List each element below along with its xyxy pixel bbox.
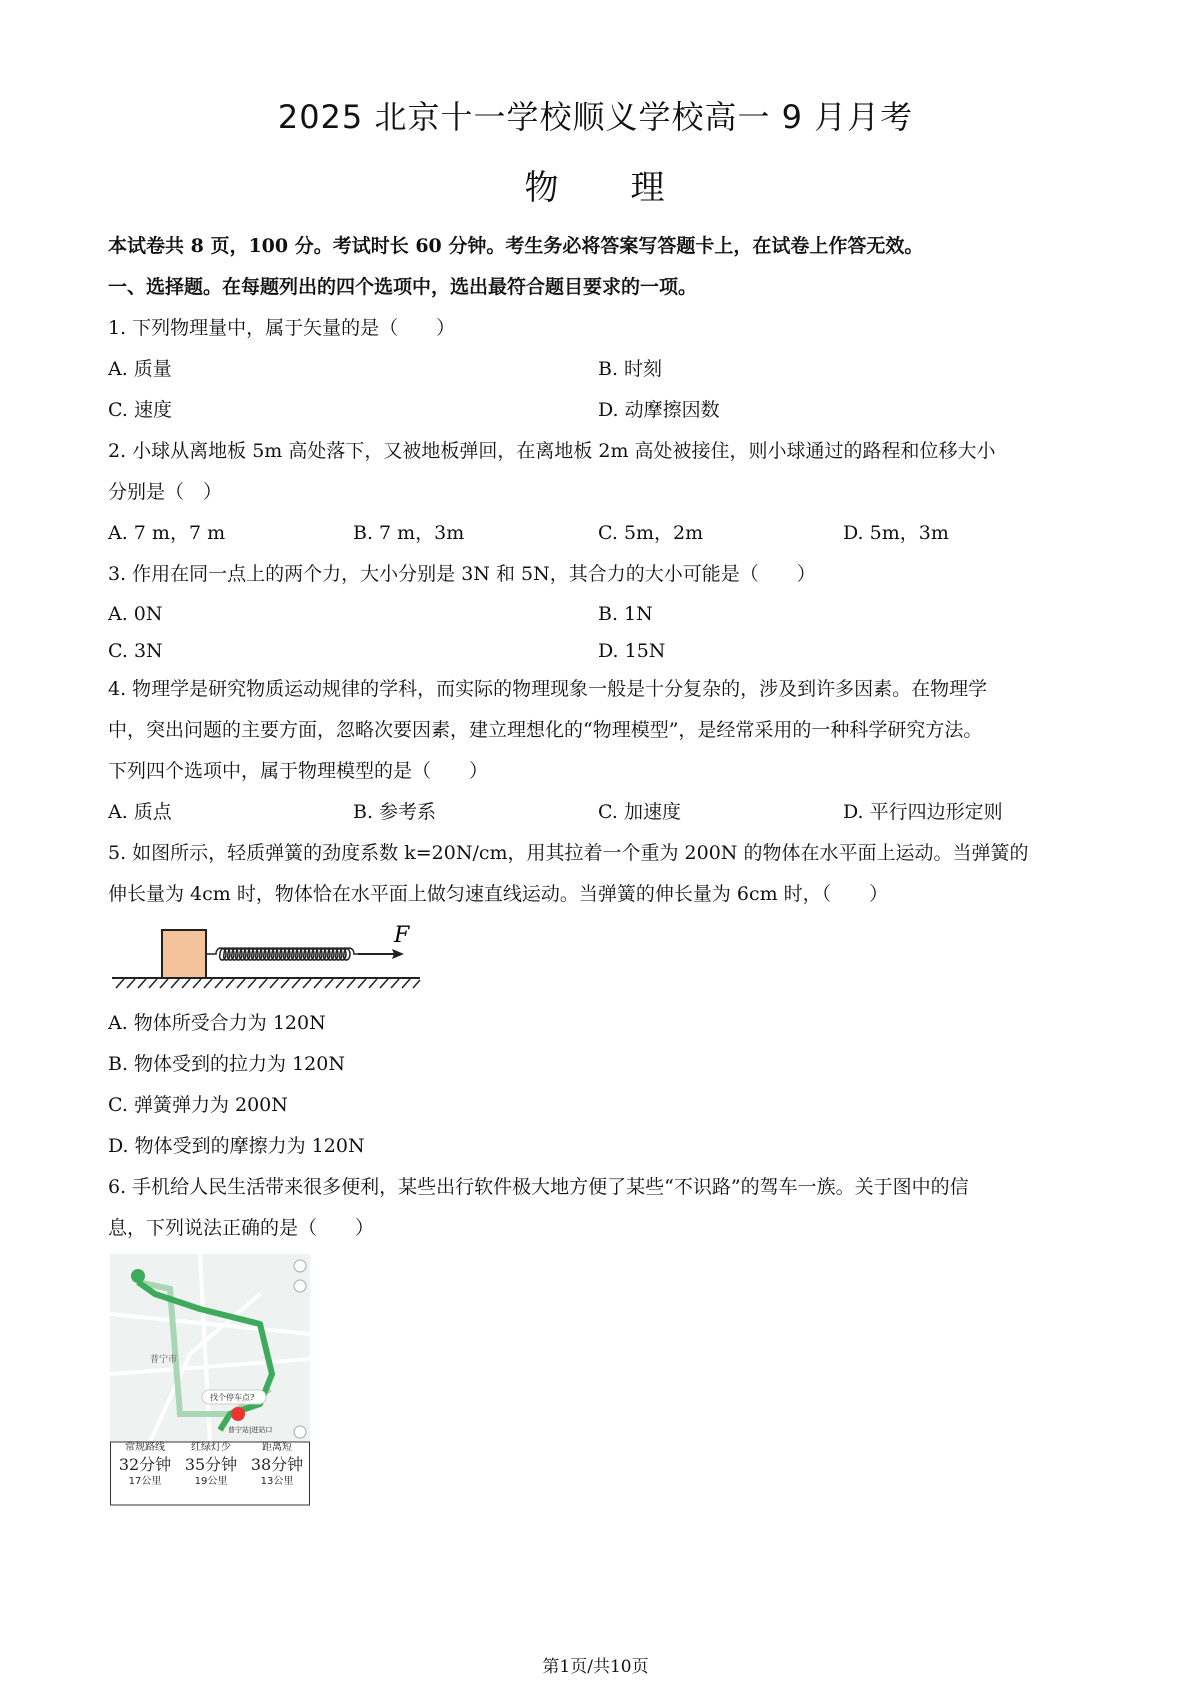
question-5-stem-line1: 5. 如图所示，轻质弹簧的劲度系数 k=20N/cm，用其拉着一个重为 200N 的物体在水平面上运动。当弹簧的 (108, 842, 1029, 864)
spring (206, 948, 358, 960)
section-heading: 一、选择题。在每题列出的四个选项中，选出最符合题目要求的一项。 (108, 276, 698, 298)
map-control-icon[interactable] (294, 1260, 306, 1272)
q3-option-a: A. 0N (108, 603, 163, 625)
destination-marker (231, 1407, 245, 1421)
q1-option-a: A. 质量 (108, 358, 172, 380)
q4-option-a: A. 质点 (108, 801, 172, 823)
route-3-time: 38分钟 (250, 1455, 304, 1474)
q1-option-c: C. 速度 (108, 399, 172, 421)
search-icon[interactable] (294, 1280, 306, 1292)
route-2-time: 35分钟 (184, 1455, 238, 1474)
route-3-distance: 13公里 (260, 1476, 294, 1487)
question-4-stem-line2: 中，突出问题的主要方面，忽略次要因素，建立理想化的“物理模型”，是经常采用的一种科学研究方法。 (108, 719, 983, 741)
q5-option-d: D. 物体受到的摩擦力为 120N (108, 1135, 365, 1157)
route-option-2[interactable] (178, 1442, 244, 1488)
question-2-stem-line1: 2. 小球从离地板 5m 高处落下，又被地板弹回，在离地板 2m 高处被接住，则小球通过的路程和位移大小 (108, 440, 996, 462)
q4-option-b: B. 参考系 (353, 801, 437, 823)
question-3-stem: 3. 作用在同一点上的两个力，大小分别是 3N 和 5N，其合力的大小可能是（ ） (108, 563, 816, 585)
q5-option-b: B. 物体受到的拉力为 120N (108, 1053, 345, 1075)
city-label: 普宁市 (150, 1355, 178, 1365)
q3-option-d: D. 15N (598, 640, 666, 662)
route-option-1[interactable] (112, 1442, 178, 1488)
question-4-stem-line1: 4. 物理学是研究物质运动规律的学科，而实际的物理现象一般是十分复杂的，涉及到许多因素。在物理学 (108, 678, 988, 700)
block (162, 930, 206, 978)
question-4-stem-line3: 下列四个选项中，属于物理模型的是（ ） (108, 760, 489, 782)
q2-option-b: B. 7 m，3m (353, 522, 465, 544)
destination-label: 普宁站|进站口 (228, 1426, 273, 1434)
question-1-stem: 1. 下列物理量中，属于矢量的是（ ） (108, 317, 456, 339)
route-2-distance: 19公里 (194, 1476, 228, 1487)
route-3-name: 距离短 (262, 1442, 292, 1453)
ground-hatching (116, 979, 420, 988)
q2-option-a: A. 7 m，7 m (108, 522, 226, 544)
q5-option-a: A. 物体所受合力为 120N (108, 1012, 326, 1034)
page-footer: 第1页/共10页 (542, 1657, 649, 1677)
subject-char-1: 物 (524, 168, 561, 208)
route-2-name: 红绿灯少 (191, 1442, 231, 1453)
start-marker (131, 1269, 145, 1283)
route-1-time: 32分钟 (118, 1455, 172, 1474)
q1-option-b: B. 时刻 (598, 358, 663, 380)
locate-icon[interactable] (294, 1426, 306, 1438)
question-5-stem-line2: 伸长量为 4cm 时，物体恰在水平面上做匀速直线运动。当弹簧的伸长量为 6cm 时，（ ） (108, 883, 889, 905)
q2-option-d: D. 5m，3m (843, 522, 949, 544)
spring-block-figure (108, 918, 428, 998)
exam-title: 2025 北京十一学校顺义学校高一 9 月月考 (277, 98, 914, 136)
force-label: F (394, 923, 410, 948)
q3-option-c: C. 3N (108, 640, 163, 662)
question-2-stem-line2: 分别是（ ） (108, 481, 223, 503)
route-1-distance: 17公里 (128, 1476, 162, 1487)
question-6-stem-line1: 6. 手机给人民生活带来很多便利，某些出行软件极大地方便了某些“不识路”的驾车一族。关于图中的信 (108, 1176, 969, 1198)
route-option-3[interactable] (244, 1442, 310, 1488)
q5-option-c: C. 弹簧弹力为 200N (108, 1094, 288, 1116)
instructions: 本试卷共 8 页，100 分。考试时长 60 分钟。考生务必将答案写答题卡上，在试卷上作答无效。 (108, 235, 924, 257)
question-6-stem-line2: 息，下列说法正确的是（ ） (108, 1217, 375, 1239)
q3-option-b: B. 1N (598, 603, 653, 625)
subject-char-2: 理 (630, 168, 667, 208)
q2-option-c: C. 5m，2m (598, 522, 704, 544)
q1-option-d: D. 动摩擦因数 (598, 399, 720, 421)
subject-title (0, 160, 1191, 209)
q4-option-c: C. 加速度 (598, 801, 681, 823)
q4-option-d: D. 平行四边形定则 (843, 801, 1003, 823)
parking-label: 找个停车点? (210, 1393, 255, 1402)
route-1-name: 常规路线 (125, 1442, 165, 1453)
